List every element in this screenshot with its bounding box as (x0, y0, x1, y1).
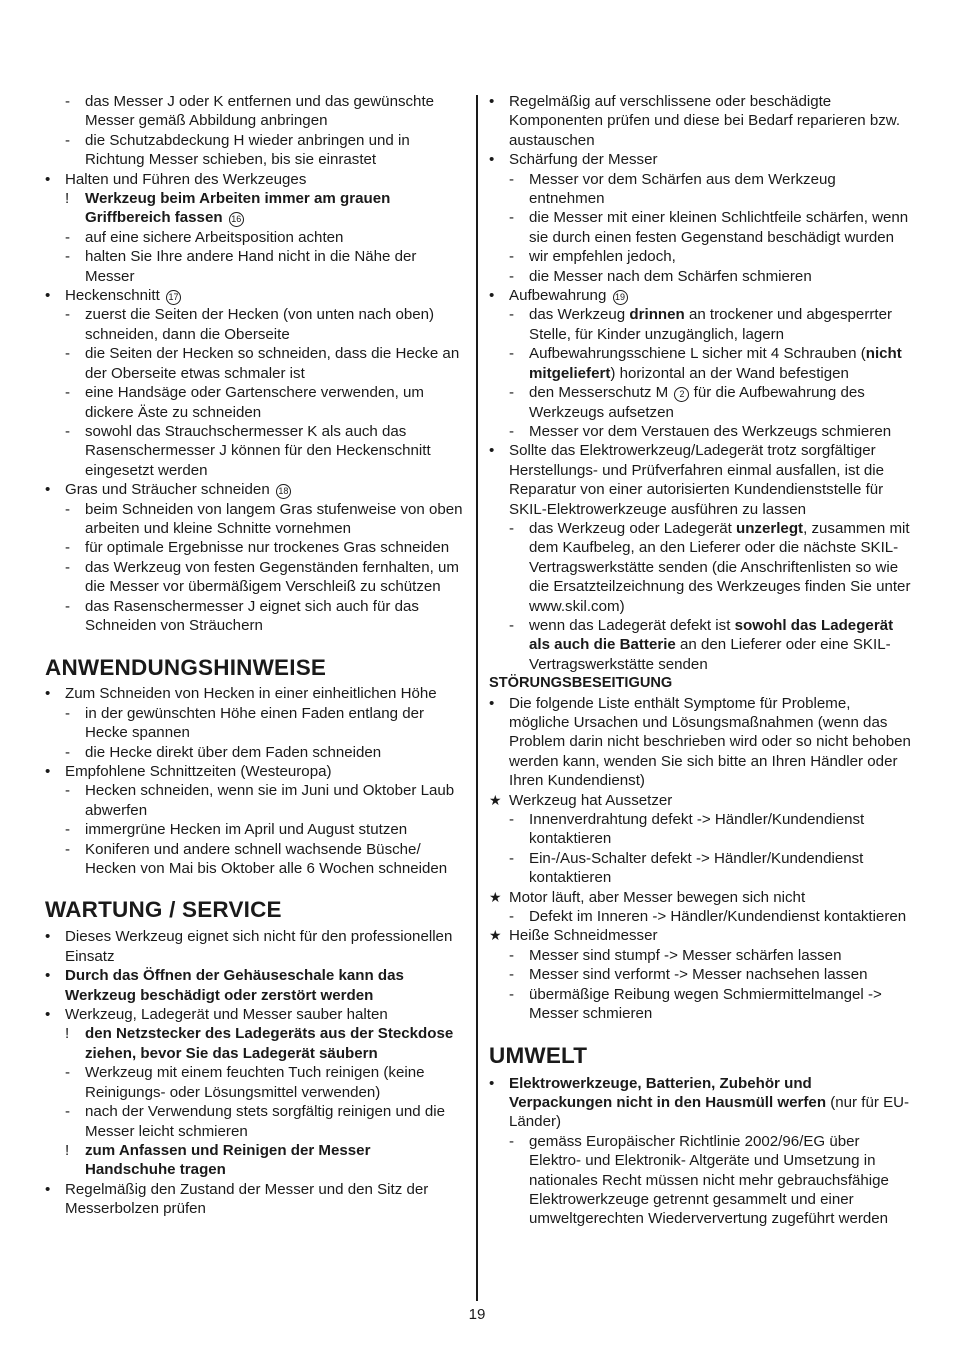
item-text (85, 1063, 465, 1102)
sub-list-item (65, 131, 465, 170)
list-item (489, 694, 911, 791)
reference-number: 18 (276, 484, 291, 499)
bullet-marker: - (65, 384, 71, 402)
text-run: ) horizontal an der Wand befestigen (610, 364, 849, 382)
emphasis-text: drinnen (629, 306, 685, 324)
bullet-marker: - (509, 616, 515, 634)
sub-list-item (65, 704, 465, 743)
bullet-marker: - (65, 248, 71, 266)
sub-list-item (65, 781, 465, 820)
star-bullet-icon: ★ (489, 791, 502, 808)
bullet-marker: - (65, 821, 71, 839)
emphasis-text: unzerlegt (735, 519, 804, 537)
bullet-marker: - (65, 345, 71, 363)
item-text (85, 305, 465, 344)
bullet-marker: • (489, 694, 495, 712)
reference-number: 16 (229, 212, 244, 227)
text-run: immergrüne Hecken im April und August stutzen (85, 821, 408, 839)
item-text (529, 965, 911, 984)
text-run: Halten und Führen des Werkzeuges (65, 170, 307, 188)
item-text (85, 743, 465, 762)
text-run: Empfohlene Schnittzeiten (Westeuropa) (65, 763, 332, 780)
left-column (45, 92, 465, 1219)
sub-list-item (65, 500, 465, 539)
item-text (85, 820, 465, 839)
bullet-marker: - (65, 1064, 71, 1082)
item-text (529, 1132, 911, 1229)
item-text (65, 286, 465, 305)
text-run: das Werkzeug von festen Gegenständen fernhalten, um die Messer vor übermäßigem Verschleiß zu schützen (85, 558, 459, 596)
item-text (65, 170, 465, 189)
item-text (509, 926, 911, 945)
text-run: Gras und Sträucher schneiden (65, 481, 270, 499)
text-run: das Messer J oder K entfernen und das gewünschte Messer gemäß Abbildung anbringen (85, 93, 435, 130)
bullet-marker: - (65, 500, 71, 518)
star-bullet-icon: ★ (489, 927, 502, 944)
bullet-marker: - (509, 306, 515, 324)
text-run: Messer sind stumpf -> Messer schärfen lassen (529, 946, 842, 964)
item-text (509, 441, 911, 519)
text-run: Schärfung der Messer (509, 151, 658, 169)
text-run: an den Lieferer oder eine SKIL-Vertragswerkstätte senden (529, 636, 891, 673)
sub-list-item (509, 907, 911, 926)
text-run: Regelmäßig auf verschlissene oder beschädigte Komponenten prüfen und diese bei Bedarf reparieren bzw. austauschen (509, 93, 901, 149)
text-run: nach der Verwendung stets sorgfältig reinigen und die Messer leicht schmieren (85, 1103, 445, 1140)
text-run: Messer vor dem Schärfen aus dem Werkzeug entnehmen (529, 170, 836, 208)
text-run: Sollte das Elektrowerkzeug/Ladegerät trotz sorgfältiger Herstellungs- und Prüfverfahren einmal ausfallen, ist die Reparatur von einer autorisierten Kundendienststelle für SKIL-Elektrowerkzeuge ausführen zu lassen (509, 442, 885, 518)
warning-marker: ! (65, 1025, 70, 1043)
list-item (45, 684, 465, 703)
sub-list-item (65, 305, 465, 344)
sub-list-item (509, 810, 911, 849)
sub-list-item (65, 597, 465, 636)
item-text (529, 422, 911, 441)
sub-list-item (509, 247, 911, 266)
item-text (85, 131, 465, 170)
item-text (85, 597, 465, 636)
item-text (85, 247, 465, 286)
bullet-marker: - (509, 849, 515, 867)
list-item (45, 286, 465, 305)
item-text (85, 422, 465, 480)
text-run: Defekt im Inneren -> Händler/Kundendienst kontaktieren (529, 908, 907, 926)
text-run: halten Sie Ihre andere Hand nicht in die Nähe der Messer (85, 248, 417, 285)
item-text (85, 1141, 465, 1180)
bullet-marker: • (489, 93, 495, 110)
bullet-marker: • (45, 928, 51, 946)
section-heading: WARTUNG / SERVICE (45, 897, 282, 923)
bullet-marker: • (489, 1074, 495, 1092)
bullet-marker: • (45, 685, 51, 703)
text-run: wir empfehlen jedoch, (529, 248, 676, 266)
sub-list-item (509, 519, 911, 616)
right-column (489, 92, 911, 1229)
list-item (45, 762, 465, 781)
item-text (529, 946, 911, 965)
bullet-marker: - (65, 704, 71, 722)
text-run: Innenverdrahtung defekt -> Händler/Kundendienst kontaktieren (529, 811, 865, 848)
sub-list-item (509, 305, 911, 344)
bullet-marker: • (489, 442, 495, 460)
item-text (85, 538, 465, 557)
item-text (65, 762, 465, 781)
sub-list-item (65, 228, 465, 247)
item-text (65, 684, 465, 703)
text-run: Werkzeug mit einem feuchten Tuch reinigen (keine Reinigungs- oder Lösungsmittel verwenden) (85, 1064, 425, 1101)
bullet-marker: - (65, 597, 71, 615)
text-run: Motor läuft, aber Messer bewegen sich nicht (509, 888, 806, 906)
list-item (45, 966, 465, 1005)
item-text (509, 1074, 911, 1132)
text-run: die Seiten der Hecken so schneiden, dass die Hecke an der Oberseite etwas schmaler ist (85, 345, 460, 382)
text-run: Messer vor dem Verstauen des Werkzeugs schmieren (529, 422, 892, 440)
item-text (85, 344, 465, 383)
reference-number: 19 (613, 290, 628, 305)
sub-list-item (509, 849, 911, 888)
item-text (509, 150, 911, 169)
star-bullet-icon: ★ (489, 888, 502, 905)
list-item (45, 170, 465, 189)
text-run: Aufbewahrung (509, 287, 607, 305)
bullet-marker: - (65, 131, 71, 149)
text-run: Dieses Werkzeug eignet sich nicht für den professionellen Einsatz (65, 928, 453, 965)
item-text (85, 189, 465, 228)
text-run: das Rasenschermesser J eignet sich auch für das Schneiden von Sträuchern (85, 597, 419, 634)
text-run: , zusammen mit dem Kaufbeleg, an den Lieferer oder die nächste SKIL-Vertragswerkstätte senden (die Anschriftenlisten so wie die Ersatzteilzeichnung des Werkzeuges finden Sie unter www.skil.com) (529, 519, 911, 615)
sub-list-item (509, 267, 911, 286)
text-run: zum Anfassen und Reinigen der Messer Handschuhe tragen (85, 1141, 371, 1179)
sub-list-item (65, 92, 465, 131)
text-run: an trockener und abgesperrter Stelle, für Kinder unzugänglich, lagern (529, 306, 892, 343)
text-run: für die Aufbewahrung des Werkzeugs aufsetzen (529, 384, 865, 421)
list-item (45, 927, 465, 966)
text-run: wenn das Ladegerät defekt ist (529, 616, 735, 634)
bullet-marker: - (509, 946, 515, 964)
text-run: Ein-/Aus-Schalter defekt -> Händler/Kundendienst kontaktieren (529, 849, 864, 887)
text-run: die Schutzabdeckung H wieder anbringen und in Richtung Messer schieben, bis sie einrastet (85, 131, 410, 169)
item-text (529, 616, 911, 674)
bullet-marker: - (509, 248, 515, 266)
emphasis-text: sowohl das Ladegerät als auch die Batterie (529, 616, 894, 654)
text-run: eine Handsäge oder Gartenschere verwenden, um dickere Äste zu schneiden (85, 384, 424, 421)
item-text (85, 558, 465, 597)
text-run: auf eine sichere Arbeitsposition achten (85, 228, 344, 246)
text-run: Werkzeug, Ladegerät und Messer sauber halten (65, 1006, 388, 1024)
bullet-marker: - (65, 840, 71, 858)
sub-list-item (509, 344, 911, 383)
sub-list-item (65, 383, 465, 422)
text-run: Hecken schneiden, wenn sie im Juni und Oktober Laub abwerfen (85, 782, 455, 819)
text-run: Werkzeug hat Aussetzer (509, 791, 673, 809)
sub-heading: STÖRUNGSBESEITIGUNG (489, 675, 673, 692)
list-item (45, 1005, 465, 1024)
bullet-marker: • (45, 1180, 51, 1198)
sub-list-item (509, 985, 911, 1024)
text-run: gemäss Europäischer Richtlinie 2002/96/EG über Elektro- und Elektronik- Altgeräte und Umsetzung in nationales Recht müssen nicht mehr gebrauchsfähige Elektrowerkzeuge getrennt gesammelt und einer umweltgerechten Wiederververtung zugeführt werden (529, 1132, 889, 1228)
text-run: Aufbewahrungsschiene L sicher mit 4 Schrauben ( (529, 345, 866, 363)
list-item (489, 791, 911, 810)
sub-list-item (509, 208, 911, 247)
item-text (65, 927, 465, 966)
text-run: für optimale Ergebnisse nur trockenes Gras schneiden (85, 539, 450, 557)
bullet-marker: • (45, 481, 51, 499)
item-text (85, 383, 465, 422)
item-text (65, 966, 465, 1005)
bullet-marker: • (489, 151, 495, 169)
bullet-marker: - (65, 743, 71, 761)
list-item (489, 926, 911, 945)
bullet-marker: - (65, 228, 71, 246)
section-heading: ANWENDUNGSHINWEISE (45, 655, 327, 681)
list-item (489, 1074, 911, 1132)
column-divider (476, 95, 478, 1301)
item-text (509, 888, 911, 907)
item-text (509, 694, 911, 791)
item-text (509, 92, 911, 150)
sub-list-item (65, 743, 465, 762)
item-text (529, 849, 911, 888)
warning-marker: ! (65, 190, 70, 208)
sub-list-item (65, 840, 465, 879)
item-text (85, 92, 465, 131)
text-run: die Messer nach dem Schärfen schmieren (529, 267, 812, 285)
bullet-marker: - (65, 782, 71, 800)
list-item (489, 92, 911, 150)
item-text (529, 383, 911, 422)
text-run: die Messer mit einer kleinen Schlichtfeile schärfen, wenn sie durch einen festen Gegenstand beschädigt wurden (529, 209, 909, 246)
sub-list-item (65, 422, 465, 480)
text-run: sowohl das Strauchschermesser K als auch das Rasenschermesser J können für den Heckenschnitt eingesetzt werden (85, 422, 431, 479)
sub-list-item (65, 1141, 465, 1180)
list-item (489, 150, 911, 169)
item-text (529, 985, 911, 1024)
bullet-marker: - (509, 811, 515, 829)
text-run: übermäßige Reibung wegen Schmiermittelmangel -> Messer schmieren (529, 985, 882, 1023)
item-text (65, 480, 465, 499)
bullet-marker: - (509, 170, 515, 188)
sub-list-item (65, 247, 465, 286)
list-item (489, 286, 911, 305)
list-item (489, 441, 911, 519)
sub-list-item (65, 538, 465, 557)
bullet-marker: • (45, 170, 51, 188)
item-text (85, 781, 465, 820)
sub-list-item (65, 1024, 465, 1063)
bullet-marker: - (65, 539, 71, 557)
text-run: den Netzstecker des Ladegeräts aus der Steckdose ziehen, bevor Sie das Ladegerät säubern (85, 1025, 454, 1062)
bullet-marker: - (509, 908, 515, 926)
sub-list-item (509, 422, 911, 441)
sub-list-item (65, 344, 465, 383)
page-number: 19 (468, 1306, 486, 1323)
warning-marker: ! (65, 1141, 70, 1159)
sub-list-item (65, 189, 465, 228)
item-text (529, 267, 911, 286)
sub-list-item (65, 820, 465, 839)
sub-list-item (509, 170, 911, 209)
text-run: das Werkzeug (529, 306, 630, 324)
item-text (65, 1180, 465, 1219)
list-item (489, 888, 911, 907)
text-run: die Hecke direkt über dem Faden schneiden (85, 743, 382, 761)
bullet-marker: • (45, 967, 51, 985)
bullet-marker: - (509, 209, 515, 227)
item-text (509, 791, 911, 810)
item-text (85, 228, 465, 247)
item-text (509, 286, 911, 305)
sub-list-item (509, 1132, 911, 1229)
item-text (85, 840, 465, 879)
text-run: zuerst die Seiten der Hecken (von unten nach oben) schneiden, dann die Oberseite (85, 306, 435, 343)
text-run: (nur für EU-Länder) (509, 1093, 910, 1131)
bullet-marker: - (509, 345, 515, 363)
text-run: Zum Schneiden von Hecken in einer einheitlichen Höhe (65, 685, 437, 703)
sub-list-item (509, 946, 911, 965)
reference-number: 17 (166, 290, 181, 305)
section-heading: UMWELT (489, 1042, 588, 1068)
item-text (529, 208, 911, 247)
sub-list-item (509, 616, 911, 674)
item-text (529, 344, 911, 383)
text-run: Die folgende Liste enthält Symptome für Probleme, mögliche Ursachen und Lösungsmaßnahmen (wenn das Problem darin nicht beschrieben wird oder so nicht behoben werden kann, wenden Sie sich bitte an Ihren Händler oder Ihren Kundendienst) (509, 694, 911, 790)
text-run: Heiße Schneidmesser (509, 927, 658, 945)
item-text (529, 519, 911, 616)
sub-list-item (65, 1102, 465, 1141)
bullet-marker: - (509, 1132, 515, 1150)
bullet-marker: • (45, 287, 51, 305)
text-run: den Messerschutz M (529, 384, 673, 402)
text-run: Messer sind verformt -> Messer nachsehen lassen (529, 966, 868, 984)
text-run: in der gewünschten Höhe einen Faden entlang der Hecke spannen (85, 704, 425, 742)
item-text (85, 704, 465, 743)
text-run: Koniferen und andere schnell wachsende Büsche/ Hecken von Mai bis Oktober alle 6 Wochen schneiden (85, 840, 448, 878)
text-run: Regelmäßig den Zustand der Messer und den Sitz der Messerbolzen prüfen (65, 1180, 429, 1218)
bullet-marker: • (45, 1006, 51, 1024)
bullet-marker: - (509, 519, 515, 537)
bullet-marker: - (509, 384, 515, 402)
emphasis-text: nicht mitgeliefert (529, 345, 902, 382)
bullet-marker: • (489, 287, 495, 305)
bullet-marker: - (65, 422, 71, 440)
bullet-marker: - (509, 966, 515, 984)
text-run: beim Schneiden von langem Gras stufenweise von oben arbeiten und kleine Schnitte vornehmen (85, 500, 463, 537)
sub-list-item (509, 383, 911, 422)
text-run: Heckenschnitt (65, 287, 160, 305)
sub-list-item (65, 558, 465, 597)
item-text (85, 1024, 465, 1063)
bullet-marker: - (65, 1103, 71, 1121)
sub-list-item (509, 965, 911, 984)
bullet-marker: - (65, 306, 71, 324)
item-text (529, 247, 911, 266)
bullet-marker: - (509, 422, 515, 440)
list-item (45, 1180, 465, 1219)
text-run: das Werkzeug oder Ladegerät (529, 519, 736, 537)
text-run: Werkzeug beim Arbeiten immer am grauen Griffbereich fassen (85, 190, 391, 227)
bullet-marker: - (509, 985, 515, 1003)
bullet-marker: • (45, 763, 51, 780)
item-text (65, 1005, 465, 1024)
text-run: Durch das Öffnen der Gehäuseschale kann das Werkzeug beschädigt oder zerstört werden (65, 967, 404, 1004)
item-text (529, 810, 911, 849)
emphasis-text: Elektrowerkzeuge, Batterien, Zubehör und Verpackungen nicht in den Hausmüll werfen (509, 1074, 827, 1111)
list-item (45, 480, 465, 499)
item-text (85, 1102, 465, 1141)
bullet-marker: - (509, 267, 515, 285)
bullet-marker: - (65, 93, 71, 110)
sub-list-item (65, 1063, 465, 1102)
item-text (529, 170, 911, 209)
item-text (529, 305, 911, 344)
item-text (529, 907, 911, 926)
item-text (85, 500, 465, 539)
reference-number: 2 (674, 387, 689, 402)
bullet-marker: - (65, 558, 71, 576)
